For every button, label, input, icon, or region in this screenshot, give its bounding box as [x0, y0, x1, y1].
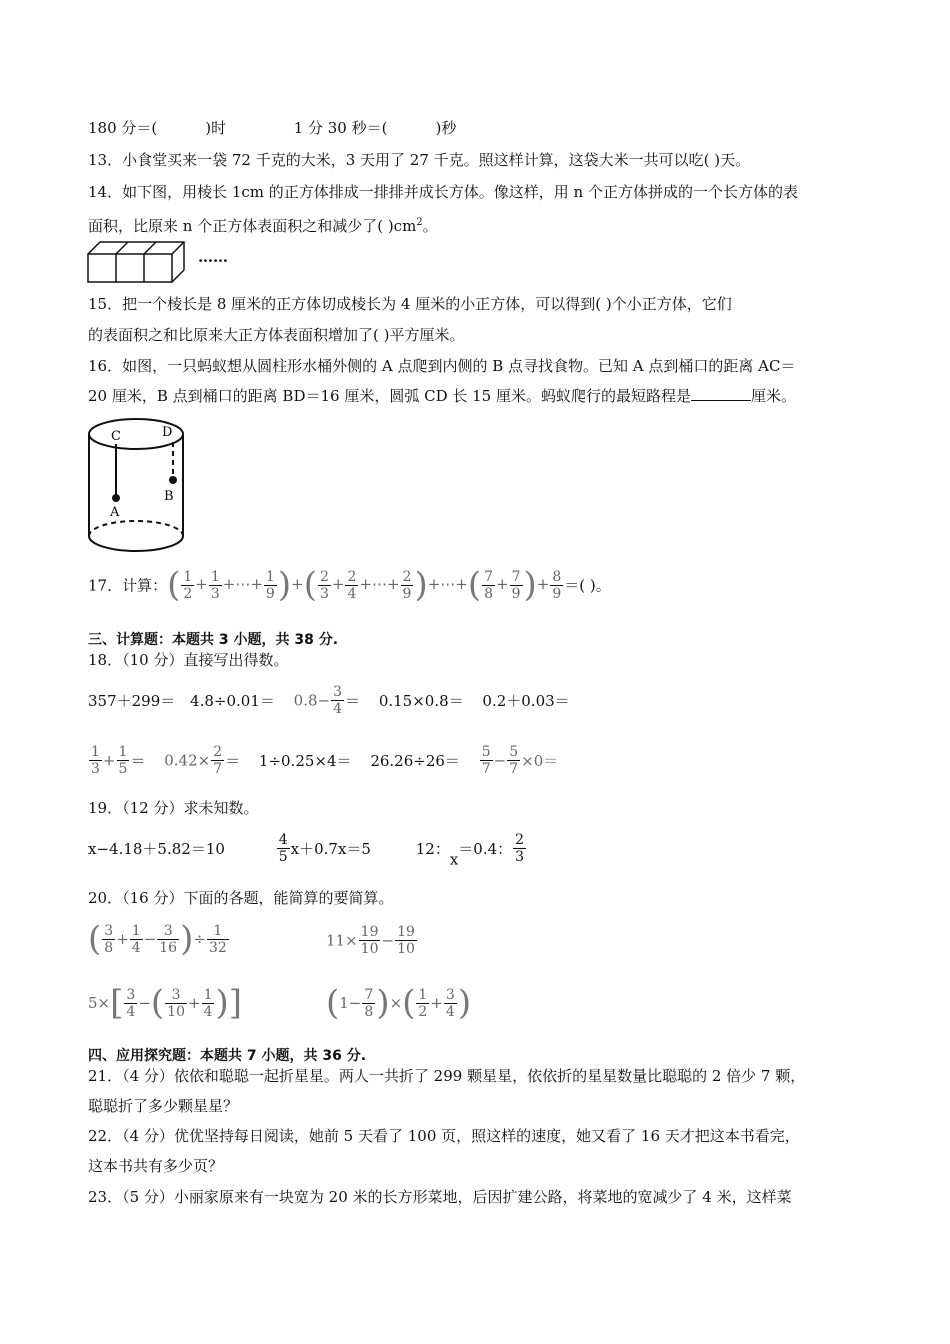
question-14-line1: 14．如下图，用棱长 1cm 的正方体排成一排排并成长方体。像这样，用 n 个正方体拼成的一个长方体的表 — [88, 183, 798, 201]
question-19-title: 19．（12 分）求未知数。 — [88, 799, 259, 817]
q20-expr-d: (1− $\frac{7}{8}$ )×( $\frac{1}{2}$ + $\frac{3}{4}$ ) — [326, 983, 472, 1023]
question-15-line2: 的表面积之和比原来大正方体表面积增加了( )平方厘米。 — [88, 326, 465, 344]
q18-row1: 357＋299＝ 4.8÷0.01＝ 0.8− $\frac{3}{4}$ ＝ 0.15×0.8＝ 0.2＋0.03＝ — [88, 684, 570, 717]
label-b: B — [164, 489, 174, 504]
cubes-dots: …… — [198, 248, 228, 266]
question-14-line2: 面积，比原来 n 个正方体表面积之和减少了( )$cm^2$。 — [88, 217, 438, 235]
section-3-heading: 三、计算题：本题共 3 小题，共 38 分. — [88, 632, 339, 648]
label-c: C — [111, 429, 121, 444]
question-22-line2: 这本书共有多少页？ — [88, 1157, 224, 1175]
question-13: 13．小食堂买来一袋 72 千克的大米，3 天用了 27 千克。照这样计算，这袋大米一共可以吃( )天。 — [88, 151, 751, 169]
q20-expr-a: ( $\frac{3}{8}$ + $\frac{1}{4}$ − $\frac{3}{16}$ )÷ $\frac{1}{32}$ — [88, 919, 227, 959]
cylinder-figure — [86, 414, 190, 554]
section-4-heading: 四、应用探究题：本题共 7 小题，共 36 分. — [88, 1048, 367, 1064]
question-17: 17．计算：( $\frac{1}{2}$ + $\frac{1}{3}$ +⋯+ $\frac{1}{9}$ )+( $\frac{2}{3}$ + $\frac{2}{4}$ +⋯+ $\frac{2}{9}$ )+⋯+( $\frac{7}{8}$ + $\frac{7}{9}$ )+ $\frac{8}{9}$ ＝( )。 — [88, 565, 611, 605]
question-21-line2: 聪聪折了多少颗星星？ — [88, 1097, 239, 1115]
question-15-line1: 15．把一个棱长是 8 厘米的正方体切成棱长为 4 厘米的小正方体，可以得到( )个小正方体，它们 — [88, 295, 732, 313]
question-16-line1: 16．如图，一只蚂蚁想从圆柱形水桶外侧的 A 点爬到内侧的 B 点寻找食物。已知 A 点到桶口的距离 AC＝ — [88, 357, 796, 375]
label-a: A — [110, 505, 120, 520]
answer-blank — [691, 386, 751, 401]
question-21-line1: 21．（4 分）依依和聪聪一起折星星。两人一共折了 299 颗星星，依依折的星星数量比聪聪的 2 倍少 7 颗， — [88, 1067, 806, 1085]
question-22-line1: 22．（4 分）优优坚持每日阅读，她前 5 天看了 100 页，照这样的速度，她又看了 16 天才把这本书看完， — [88, 1127, 800, 1145]
q19-equations: x−4.18＋5.82＝10 $\frac{4}{5}$ x＋0.7x＝5 12：x＝0.4： $\frac{2}{3}$ — [88, 832, 525, 869]
cubes-figure — [86, 240, 196, 285]
question-18-title: 18．（10 分）直接写出得数。 — [88, 651, 289, 669]
q20-expr-b: 11× $\frac{19}{10}$ − $\frac{19}{10}$ — [326, 924, 415, 957]
q12-tail: 180 分＝( )时 1 分 30 秒＝( )秒 — [88, 119, 457, 137]
label-d: D — [162, 425, 173, 440]
q18-row2: $\frac{1}{3}$ + $\frac{1}{5}$ ＝ 0.42× $\frac{2}{7}$ ＝ 1÷0.25×4＝ 26.26÷26＝ $\frac{5}{7}$ − $\frac{5}{7}$ ×0＝ — [91, 744, 559, 777]
question-20-title: 20．（16 分）下面的各题，能简算的要简算。 — [88, 889, 394, 907]
question-23-line1: 23．（5 分）小丽家原来有一块宽为 20 米的长方形菜地，后因扩建公路，将菜地的宽减少了 4 米，这样菜 — [88, 1188, 792, 1206]
question-16-line2: 20 厘米，B 点到桶口的距离 BD＝16 厘米，圆弧 CD 长 15 厘米。蚂蚁爬行的最短路程是 厘米。 — [88, 387, 796, 405]
q20-expr-c: 5×[ $\frac{3}{4}$ −( $\frac{3}{10}$ + $\frac{1}{4}$ )] — [88, 983, 243, 1023]
